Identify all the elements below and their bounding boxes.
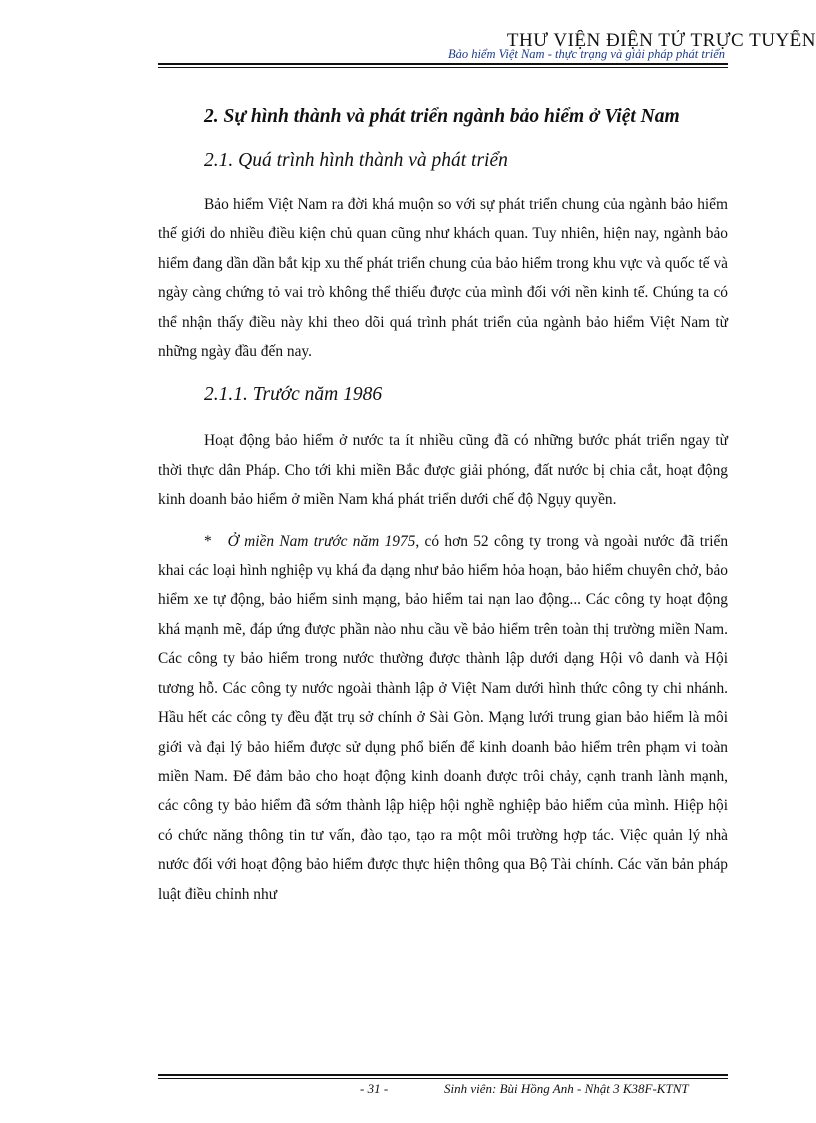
subsection-heading-2-1: 2.1. Quá trình hình thành và phát triển <box>204 150 508 171</box>
footer-rule <box>158 1074 728 1076</box>
author-credit: Sinh viên: Bùi Hồng Anh - Nhật 3 K38F-KTNT <box>444 1081 689 1096</box>
subsection-heading-2-1-1: 2.1.1. Trước năm 1986 <box>204 384 383 406</box>
running-header-title: Bảo hiểm Việt Nam - thực trạng và giải pháp phát triển <box>447 47 725 61</box>
page-number: - 31 - <box>360 1081 389 1096</box>
paragraph-south-before-1975 <box>158 527 728 909</box>
bullet-asterisk: * <box>204 532 212 550</box>
paragraph-before-1986: Hoạt động bảo hiểm ở nước ta ít nhiều cũng đã có những bước phát triển ngay từ thời thực dân Pháp. Cho tới khi miền Bắc được giải phóng, đất nước bị chia cắt, hoạt động kinh doanh bảo hiểm ở miền Nam khá phát triển dưới chế độ Ngụy quyền. <box>158 432 728 509</box>
paragraph-intro: Bảo hiểm Việt Nam ra đời khá muộn so với sự phát triển chung của ngành bảo hiểm thế giới do nhiều điều kiện chủ quan cũng như khách quan. Tuy nhiên, hiện nay, ngành bảo hiểm đang dần dần bắt kịp xu thế phát triển chung của bảo hiểm trong khu vực và quốc tế và ngày càng chứng tỏ vai trò không thể thiếu được của mình đối với nền kinh tế. Chúng ta có thể nhận thấy điều này khi theo dõi quá trình phát triển của ngành bảo hiểm Việt Nam từ những ngày đầu đến nay. <box>158 196 728 361</box>
header-rule-thin <box>158 67 728 68</box>
header-rule <box>158 63 728 65</box>
page-body <box>158 100 728 909</box>
watermark-text: THƯ VIỆN ĐIỆN TỬ TRỰC TUYẾN <box>506 30 816 51</box>
italic-lead-phrase: Ở miền Nam trước năm 1975 <box>227 532 416 550</box>
paragraph-text: , có hơn 52 công ty trong và ngoài nước đã triển khai các loại hình nghiệp vụ khá đa dạng như bảo hiểm hỏa hoạn, bảo hiểm chuyên chở, bảo hiểm xe tự động, bảo hiểm sinh mạng, bảo hiểm tai nạn lao động... Các công ty hoạt động khá mạnh mẽ, đáp ứng được phần nào nhu cầu về bảo hiểm trên toàn thị trường miền Nam. Các công ty bảo hiểm trong nước thường được thành lập dưới dạng Hội vô danh và Hội tương hỗ. Các công ty nước ngoài thành lập ở Việt Nam dưới hình thức công ty chi nhánh. Hầu hết các công ty đều đặt trụ sở chính ở Sài Gòn. Mạng lưới trung gian bảo hiểm là môi giới và đại lý bảo hiểm được sử dụng phổ biến để kinh doanh bảo hiểm trên phạm vi toàn miền Nam. Để đảm bảo cho hoạt động kinh doanh được trôi chảy, cạnh tranh lành mạnh, các công ty bảo hiểm đã sớm thành lập hiệp hội nghề nghiệp bảo hiểm của mình. Hiệp hội có chức năng thông tin tư vấn, đào tạo, tạo ra một môi trường hợp tác. Việc quản lý nhà nước đối với hoạt động bảo hiểm được thực hiện thông qua Bộ Tài chính. Các văn bản pháp luật điều chỉnh như <box>158 532 729 903</box>
footer-rule-thin <box>158 1078 728 1079</box>
section-heading: 2. Sự hình thành và phát triển ngành bảo hiểm ở Việt Nam <box>204 106 680 127</box>
